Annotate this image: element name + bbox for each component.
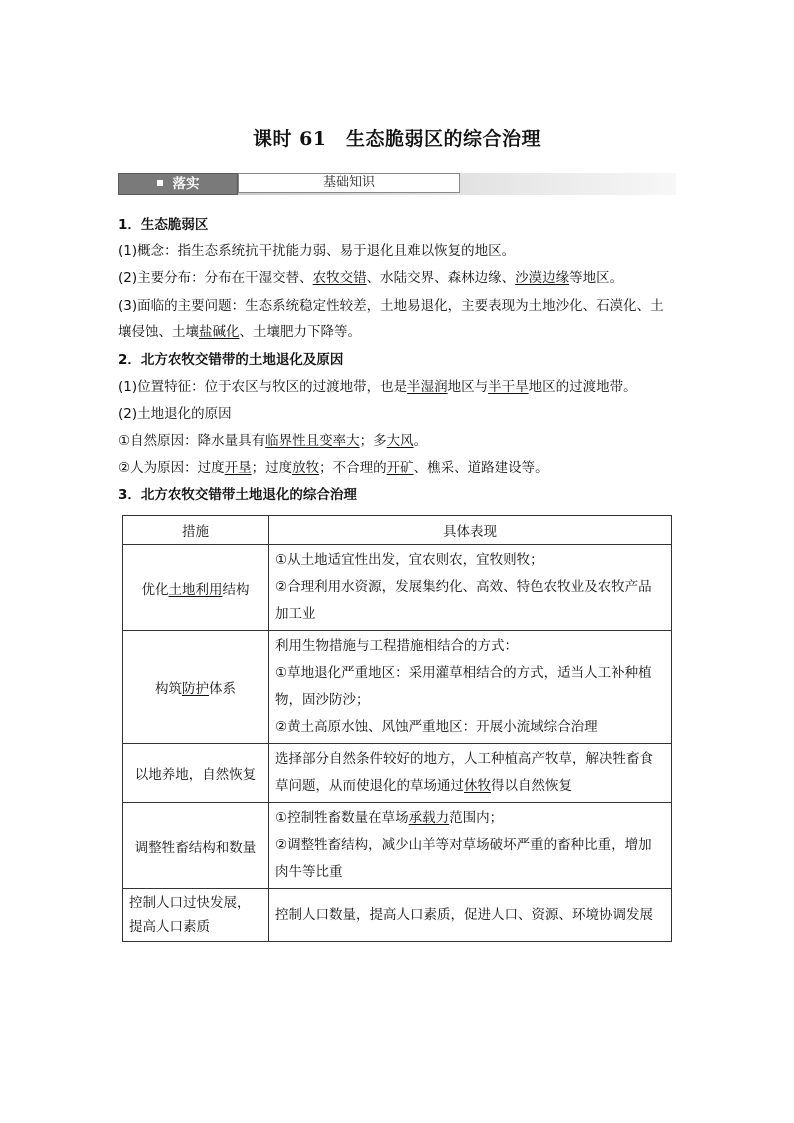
text: 。 bbox=[413, 433, 428, 449]
text: 壤侵蚀、土壤 bbox=[118, 324, 199, 340]
s2-location bbox=[118, 378, 637, 396]
detail-line: ②调整牲畜结构，减少山羊等对草场破坏严重的畜种比重，增加 bbox=[275, 837, 652, 853]
s1-distribution bbox=[118, 269, 623, 287]
text: ；不合理的 bbox=[319, 460, 387, 476]
detail-cell: 控制人口数量，提高人口素质，促进人口、资源、环境协调发展 bbox=[269, 889, 672, 942]
table-row bbox=[123, 744, 672, 803]
text: ②人为原因：过度 bbox=[118, 460, 225, 476]
underlined-text: 盐碱化 bbox=[199, 324, 240, 340]
underlined-text: 开矿 bbox=[386, 460, 414, 476]
text: 构筑 bbox=[155, 681, 182, 697]
underlined-text: 开垦 bbox=[224, 460, 252, 476]
detail-line: 物，固沙防沙； bbox=[275, 692, 370, 708]
detail-line: ①从土地适宜性出发，宜农则农，宜牧则牧； bbox=[275, 552, 544, 568]
underlined-text: 沙漠边缘 bbox=[515, 270, 570, 286]
s1-problems-line2 bbox=[118, 323, 361, 341]
text: 结构 bbox=[222, 581, 250, 598]
text: (1)位置特征：位于农区与牧区的过渡地带，也是 bbox=[118, 379, 408, 395]
text: 等地区。 bbox=[569, 270, 624, 286]
detail-cell bbox=[269, 545, 672, 631]
measure-cell bbox=[123, 545, 269, 631]
underlined-text: 防护 bbox=[182, 681, 209, 697]
section-label-main-text: 落实 bbox=[172, 176, 200, 192]
measure-line: 提高人口素质 bbox=[129, 919, 210, 935]
measure-cell bbox=[123, 889, 269, 942]
text: 地区的过渡地带。 bbox=[528, 379, 637, 395]
detail-line: 利用生物措施与工程措施相结合的方式： bbox=[275, 638, 518, 654]
s3-heading: 3．北方农牧交错带土地退化的综合治理 bbox=[118, 487, 357, 503]
text: 地区与 bbox=[447, 379, 489, 395]
table-row bbox=[123, 889, 672, 942]
detail-cell bbox=[269, 803, 672, 889]
text: 草问题，从而使退化的草场通过 bbox=[275, 778, 464, 794]
s2-human-cause bbox=[118, 459, 549, 477]
table-row bbox=[123, 631, 672, 744]
text: 、土壤肥力下降等。 bbox=[239, 324, 361, 340]
s1-heading: 1．生态脆弱区 bbox=[118, 217, 209, 233]
detail-line bbox=[275, 805, 665, 832]
detail-line: ②黄土高原水蚀、风蚀严重地区：开展小流域综合治理 bbox=[275, 719, 598, 735]
detail-line bbox=[275, 773, 665, 800]
detail-line: ①草地退化严重地区：采用灌草相结合的方式，适当人工补种植 bbox=[275, 665, 652, 681]
text: ；过度 bbox=[251, 460, 293, 476]
underlined-text: 大风 bbox=[386, 433, 414, 449]
s1-concept: (1)概念：指生态系统抗干扰能力弱、易于退化且难以恢复的地区。 bbox=[118, 243, 516, 259]
text: ①自然原因：降水量具有 bbox=[118, 433, 266, 449]
detail-cell bbox=[269, 631, 672, 744]
s1-problems-line1: (3)面临的主要问题：生态系统稳定性较差，土地易退化，主要表现为土地沙化、石漠化、土 bbox=[118, 298, 664, 314]
text: 得以自然恢复 bbox=[491, 778, 572, 794]
measures-table bbox=[122, 515, 672, 942]
s2-causes-title: (2)土地退化的原因 bbox=[118, 406, 232, 422]
measure-cell: 调整牲畜结构和数量 bbox=[123, 803, 269, 889]
text: 范围内； bbox=[449, 810, 504, 826]
table-header-measure: 措施 bbox=[123, 516, 269, 545]
measure-cell: 以地养地，自然恢复 bbox=[123, 744, 269, 803]
underlined-text: 半干旱 bbox=[488, 379, 529, 395]
page-title: 课时 61 生态脆弱区的综合治理 bbox=[252, 128, 542, 150]
table-header-detail: 具体表现 bbox=[269, 516, 672, 545]
table-row bbox=[123, 545, 672, 631]
s2-heading: 2．北方农牧交错带的土地退化及原因 bbox=[118, 352, 344, 368]
underlined-text: 休牧 bbox=[464, 778, 491, 794]
text: 、水陆交界、森林边缘、 bbox=[366, 270, 516, 286]
s2-natural-cause bbox=[118, 432, 427, 450]
section-label-sub: 基础知识 bbox=[238, 173, 460, 193]
underlined-text: 半湿润 bbox=[407, 379, 448, 395]
measure-cell bbox=[123, 631, 269, 744]
detail-line: 肉牛等比重 bbox=[275, 864, 343, 880]
text: ①控制牲畜数量在草场 bbox=[275, 810, 409, 826]
detail-line: 选择部分自然条件较好的地方，人工种植高产牧草，解决牲畜食 bbox=[275, 751, 653, 767]
text: ；多 bbox=[359, 433, 387, 449]
section-label-main bbox=[118, 173, 238, 195]
underlined-text: 临界性且变率大 bbox=[265, 433, 360, 449]
underlined-text: 承载力 bbox=[408, 810, 450, 826]
underlined-text: 农牧交错 bbox=[312, 270, 367, 286]
detail-cell bbox=[269, 744, 672, 803]
detail-line: ②合理利用水资源，发展集约化、高效、特色农牧业及农牧产品 bbox=[275, 579, 652, 595]
text: (2)主要分布：分布在干湿交替、 bbox=[118, 270, 313, 286]
table-row bbox=[123, 803, 672, 889]
square-bullet-icon bbox=[157, 180, 163, 186]
underlined-text: 土地利用 bbox=[168, 581, 223, 598]
table-header-row bbox=[123, 516, 672, 545]
text: 、樵采、道路建设等。 bbox=[413, 460, 549, 476]
measure-line: 控制人口过快发展， bbox=[129, 895, 251, 911]
section-bar bbox=[118, 173, 676, 195]
detail-line: 加工业 bbox=[275, 606, 316, 622]
text: 体系 bbox=[209, 681, 236, 697]
text: 优化 bbox=[141, 581, 169, 598]
underlined-text: 放牧 bbox=[292, 460, 320, 476]
